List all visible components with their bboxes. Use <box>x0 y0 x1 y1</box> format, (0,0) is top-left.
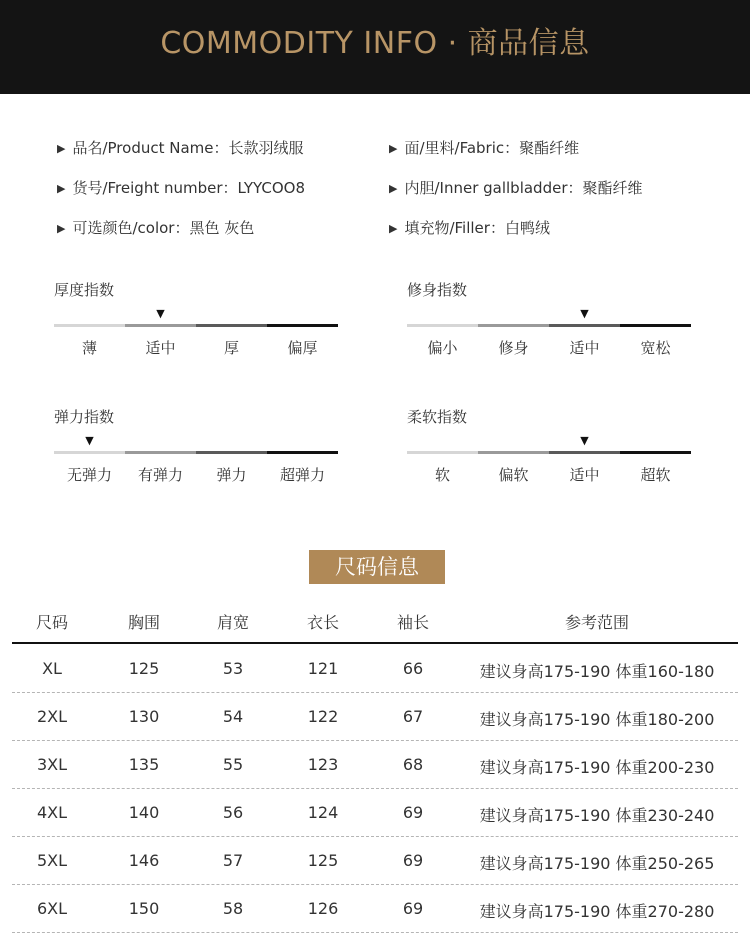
cell-sleeve: 68 <box>402 755 424 774</box>
cell-shoulder: 57 <box>222 851 244 870</box>
scale-segment <box>478 451 549 454</box>
cell-sleeve: 66 <box>402 659 424 678</box>
cell-range: 建议身高175-190 体重270-280 <box>479 902 715 921</box>
scale-segment <box>125 324 196 327</box>
scale-segment <box>620 324 691 327</box>
bullet-arrow-icon: ▶ <box>389 142 398 155</box>
scale-label: 偏小 <box>427 339 458 357</box>
info-filler <box>389 217 550 238</box>
scale-thickness <box>54 306 338 366</box>
table-row <box>12 740 738 789</box>
header-cell-chest: 胸围 <box>127 613 160 632</box>
bullet-arrow-icon: ▶ <box>389 182 398 195</box>
scale-label: 超弹力 <box>279 466 325 484</box>
scale-segment <box>549 451 620 454</box>
info-text: 品名/Product Name：长款羽绒服 <box>72 139 304 157</box>
info-text: 可选颜色/color：黑色 灰色 <box>72 219 255 237</box>
scale-fit <box>407 306 691 366</box>
scale-label: 无弹力 <box>66 466 112 484</box>
table-row <box>12 644 738 693</box>
scale-segment <box>267 324 338 327</box>
header-cell-sleeve: 袖长 <box>396 613 429 632</box>
bullet-arrow-icon: ▶ <box>57 142 66 155</box>
header-cell-length: 衣长 <box>306 613 339 632</box>
scale-marker-icon: ▼ <box>85 434 94 447</box>
cell-chest: 130 <box>128 707 160 726</box>
info-text: 填充物/Filler：白鸭绒 <box>404 219 550 237</box>
scale-segment <box>196 451 267 454</box>
scale-label: 偏厚 <box>287 339 318 357</box>
cell-sleeve: 67 <box>402 707 424 726</box>
scale-segment <box>54 451 125 454</box>
scale-segment <box>54 324 125 327</box>
header-banner <box>0 0 750 94</box>
table-row <box>12 836 738 885</box>
info-freight-number <box>57 177 305 198</box>
scale-label: 弹力 <box>216 466 247 484</box>
scale-title-thickness: 厚度指数 <box>54 281 115 299</box>
cell-sleeve: 69 <box>402 803 424 822</box>
scale-label: 超软 <box>640 466 671 484</box>
scale-marker-icon: ▼ <box>156 307 165 320</box>
header-title: COMMODITY INFO · 商品信息 <box>160 26 590 61</box>
scale-segment <box>478 324 549 327</box>
cell-shoulder: 53 <box>222 659 244 678</box>
scale-title-softness: 柔软指数 <box>407 408 468 426</box>
info-text: 内胆/Inner gallbladder：聚酯纤维 <box>404 179 643 197</box>
cell-range: 建议身高175-190 体重200-230 <box>479 758 715 777</box>
cell-size: XL <box>42 659 62 678</box>
scale-segment <box>407 451 478 454</box>
info-text: 货号/Freight number：LYYCOO8 <box>72 179 306 197</box>
scale-title-fit: 修身指数 <box>407 281 468 299</box>
scale-label: 适中 <box>145 339 176 357</box>
cell-sleeve: 69 <box>402 899 424 918</box>
cell-range: 建议身高175-190 体重160-180 <box>479 662 715 681</box>
info-color <box>57 217 254 238</box>
bullet-arrow-icon: ▶ <box>389 222 398 235</box>
cell-chest: 146 <box>128 851 160 870</box>
scale-label: 适中 <box>569 466 600 484</box>
cell-length: 122 <box>307 707 339 726</box>
scale-segment <box>549 324 620 327</box>
scale-segment <box>196 324 267 327</box>
cell-range: 建议身高175-190 体重180-200 <box>479 710 715 729</box>
scale-label: 修身 <box>498 339 529 357</box>
cell-length: 125 <box>307 851 339 870</box>
table-row <box>12 884 738 933</box>
cell-chest: 150 <box>128 899 160 918</box>
scale-label: 薄 <box>81 339 97 357</box>
cell-size: 5XL <box>36 851 68 870</box>
table-row <box>12 788 738 837</box>
scale-marker-icon: ▼ <box>580 434 589 447</box>
cell-range: 建议身高175-190 体重230-240 <box>479 806 715 825</box>
cell-shoulder: 54 <box>222 707 244 726</box>
cell-size: 3XL <box>36 755 68 774</box>
scale-label: 厚 <box>223 339 239 357</box>
info-inner-gallbladder <box>389 177 643 198</box>
scale-title-elasticity: 弹力指数 <box>54 408 115 426</box>
header-cell-shoulder: 肩宽 <box>216 613 249 632</box>
cell-length: 121 <box>307 659 339 678</box>
bullet-arrow-icon: ▶ <box>57 182 66 195</box>
cell-shoulder: 56 <box>222 803 244 822</box>
cell-length: 123 <box>307 755 339 774</box>
cell-range: 建议身高175-190 体重250-265 <box>479 854 715 873</box>
cell-size: 2XL <box>36 707 68 726</box>
header-cell-range: 参考范围 <box>564 613 629 632</box>
cell-chest: 135 <box>128 755 160 774</box>
scale-label: 偏软 <box>498 466 529 484</box>
bullet-arrow-icon: ▶ <box>57 222 66 235</box>
scale-segment <box>407 324 478 327</box>
cell-chest: 125 <box>128 659 160 678</box>
cell-length: 124 <box>307 803 339 822</box>
scale-label: 软 <box>434 466 450 484</box>
cell-shoulder: 55 <box>222 755 244 774</box>
info-text: 面/里料/Fabric：聚酯纤维 <box>404 139 580 157</box>
table-row <box>12 692 738 741</box>
cell-size: 4XL <box>36 803 68 822</box>
cell-shoulder: 58 <box>222 899 244 918</box>
scale-marker-icon: ▼ <box>580 307 589 320</box>
scale-elasticity <box>54 433 338 493</box>
cell-size: 6XL <box>36 899 68 918</box>
scale-softness <box>407 433 691 493</box>
scale-segment <box>620 451 691 454</box>
size-table-header <box>12 604 738 644</box>
info-product-name <box>57 137 304 158</box>
cell-sleeve: 69 <box>402 851 424 870</box>
scale-segment <box>125 451 196 454</box>
cell-length: 126 <box>307 899 339 918</box>
size-section-title: 尺码信息 <box>309 550 445 584</box>
header-cell-size: 尺码 <box>35 613 68 632</box>
scale-label: 有弹力 <box>137 466 183 484</box>
cell-chest: 140 <box>128 803 160 822</box>
scale-label: 适中 <box>569 339 600 357</box>
scale-label: 宽松 <box>640 339 671 357</box>
info-fabric <box>389 137 579 158</box>
scale-segment <box>267 451 338 454</box>
